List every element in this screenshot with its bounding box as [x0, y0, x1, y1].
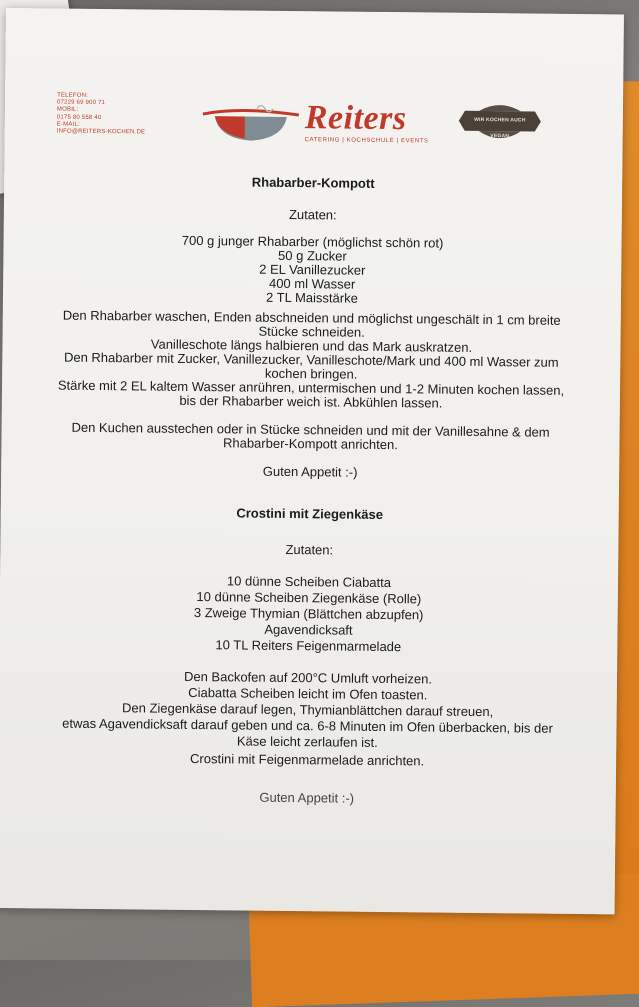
- contact-line: MOBIL:: [56, 106, 79, 114]
- recipe-title: Rhabarber-Kompott: [251, 174, 375, 191]
- serving-line: Rhabarber-Kompott anrichten.: [222, 435, 398, 453]
- instruction-line: Vanilleschote längs halbieren und das Mark auskratzen.: [150, 336, 473, 355]
- reiters-logo: [201, 96, 432, 154]
- ingredient-item: Agavendicksaft: [264, 621, 353, 638]
- bowl-logo-icon: [201, 104, 301, 145]
- ingredient-item: 3 Zweige Thymian (Blättchen abzupfen): [193, 605, 424, 623]
- brand-name: Reiters: [304, 99, 407, 138]
- ingredient-item: 10 TL Reiters Feigenmarmelade: [215, 637, 402, 655]
- serving-line: Den Kuchen ausstechen oder in Stücke schneiden und mit der Vanillesahne & dem: [71, 419, 550, 440]
- ingredients-heading: Zutaten:: [288, 206, 337, 223]
- ingredient-item: 400 ml Wasser: [268, 275, 356, 292]
- instruction-line: Den Backofen auf 200°C Umluft vorheizen.: [183, 668, 433, 687]
- instruction-line: Den Rhabarber mit Zucker, Vanillezucker, Vanilleschote/Mark und 400 ml Wasser zum: [63, 349, 559, 370]
- brand-tagline: CATERING | KOCHSCHULE | EVENTS: [304, 137, 429, 145]
- closing-text: Guten Appetit :-): [259, 789, 355, 806]
- ingredient-item: 2 TL Maisstärke: [266, 289, 358, 306]
- recipe-sheet: [0, 8, 624, 914]
- instruction-line: Den Rhabarber waschen, Enden abschneiden und möglichst ungeschält in 1 cm breite: [62, 307, 561, 328]
- ingredients-heading: Zutaten:: [285, 541, 334, 558]
- instruction-line: Crostini mit Feigenmarmelade anrichten.: [190, 750, 425, 769]
- instruction-line: Stärke mit 2 EL kaltem Wasser anrühren, untermischen und 1-2 Minuten kochen lassen,: [57, 377, 565, 398]
- ingredient-item: 700 g junger Rhabarber (möglichst schön rot): [181, 232, 444, 251]
- instruction-line: Ciabatta Scheiben leicht im Ofen toasten.: [188, 684, 428, 703]
- badge-text: WIR KOCHEN AUCH: [474, 116, 526, 124]
- closing-text: Guten Appetit :-): [262, 463, 358, 480]
- vegan-badge: [457, 97, 544, 148]
- badge-subtext: VEGAN: [490, 133, 510, 140]
- recipe-title: Crostini mit Ziegenkäse: [236, 505, 384, 522]
- instruction-line: Den Ziegenkäse darauf legen, Thymianblättchen darauf streuen,: [121, 700, 494, 720]
- instruction-line: Käse leicht zerlaufen ist.: [236, 733, 378, 750]
- instruction-line: etwas Agavendicksaft darauf geben und ca. 6-8 Minuten im Ofen überbacken, bis der: [62, 715, 553, 736]
- contact-info: [57, 93, 177, 137]
- contact-line: 07229 69 900 71: [56, 99, 106, 107]
- instruction-line: bis der Rhabarber weich ist. Abkühlen lassen.: [179, 392, 443, 411]
- ingredient-item: 2 EL Vanillezucker: [259, 261, 366, 278]
- ingredient-item: 10 dünne Scheiben Ciabatta: [226, 573, 392, 591]
- contact-line: TELEFON:: [57, 92, 89, 99]
- ingredient-item: 10 dünne Scheiben Ziegenkäse (Rolle): [196, 589, 422, 607]
- contact-line: E-MAIL:: [56, 121, 80, 128]
- ingredient-item: 50 g Zucker: [278, 247, 347, 264]
- instruction-line: Stücke schneiden.: [258, 323, 365, 340]
- instruction-line: kochen bringen.: [264, 365, 358, 382]
- contact-line: 0175 80 558 40: [56, 114, 102, 121]
- contact-line: INFO@REITERS-KOCHEN.DE: [56, 128, 146, 136]
